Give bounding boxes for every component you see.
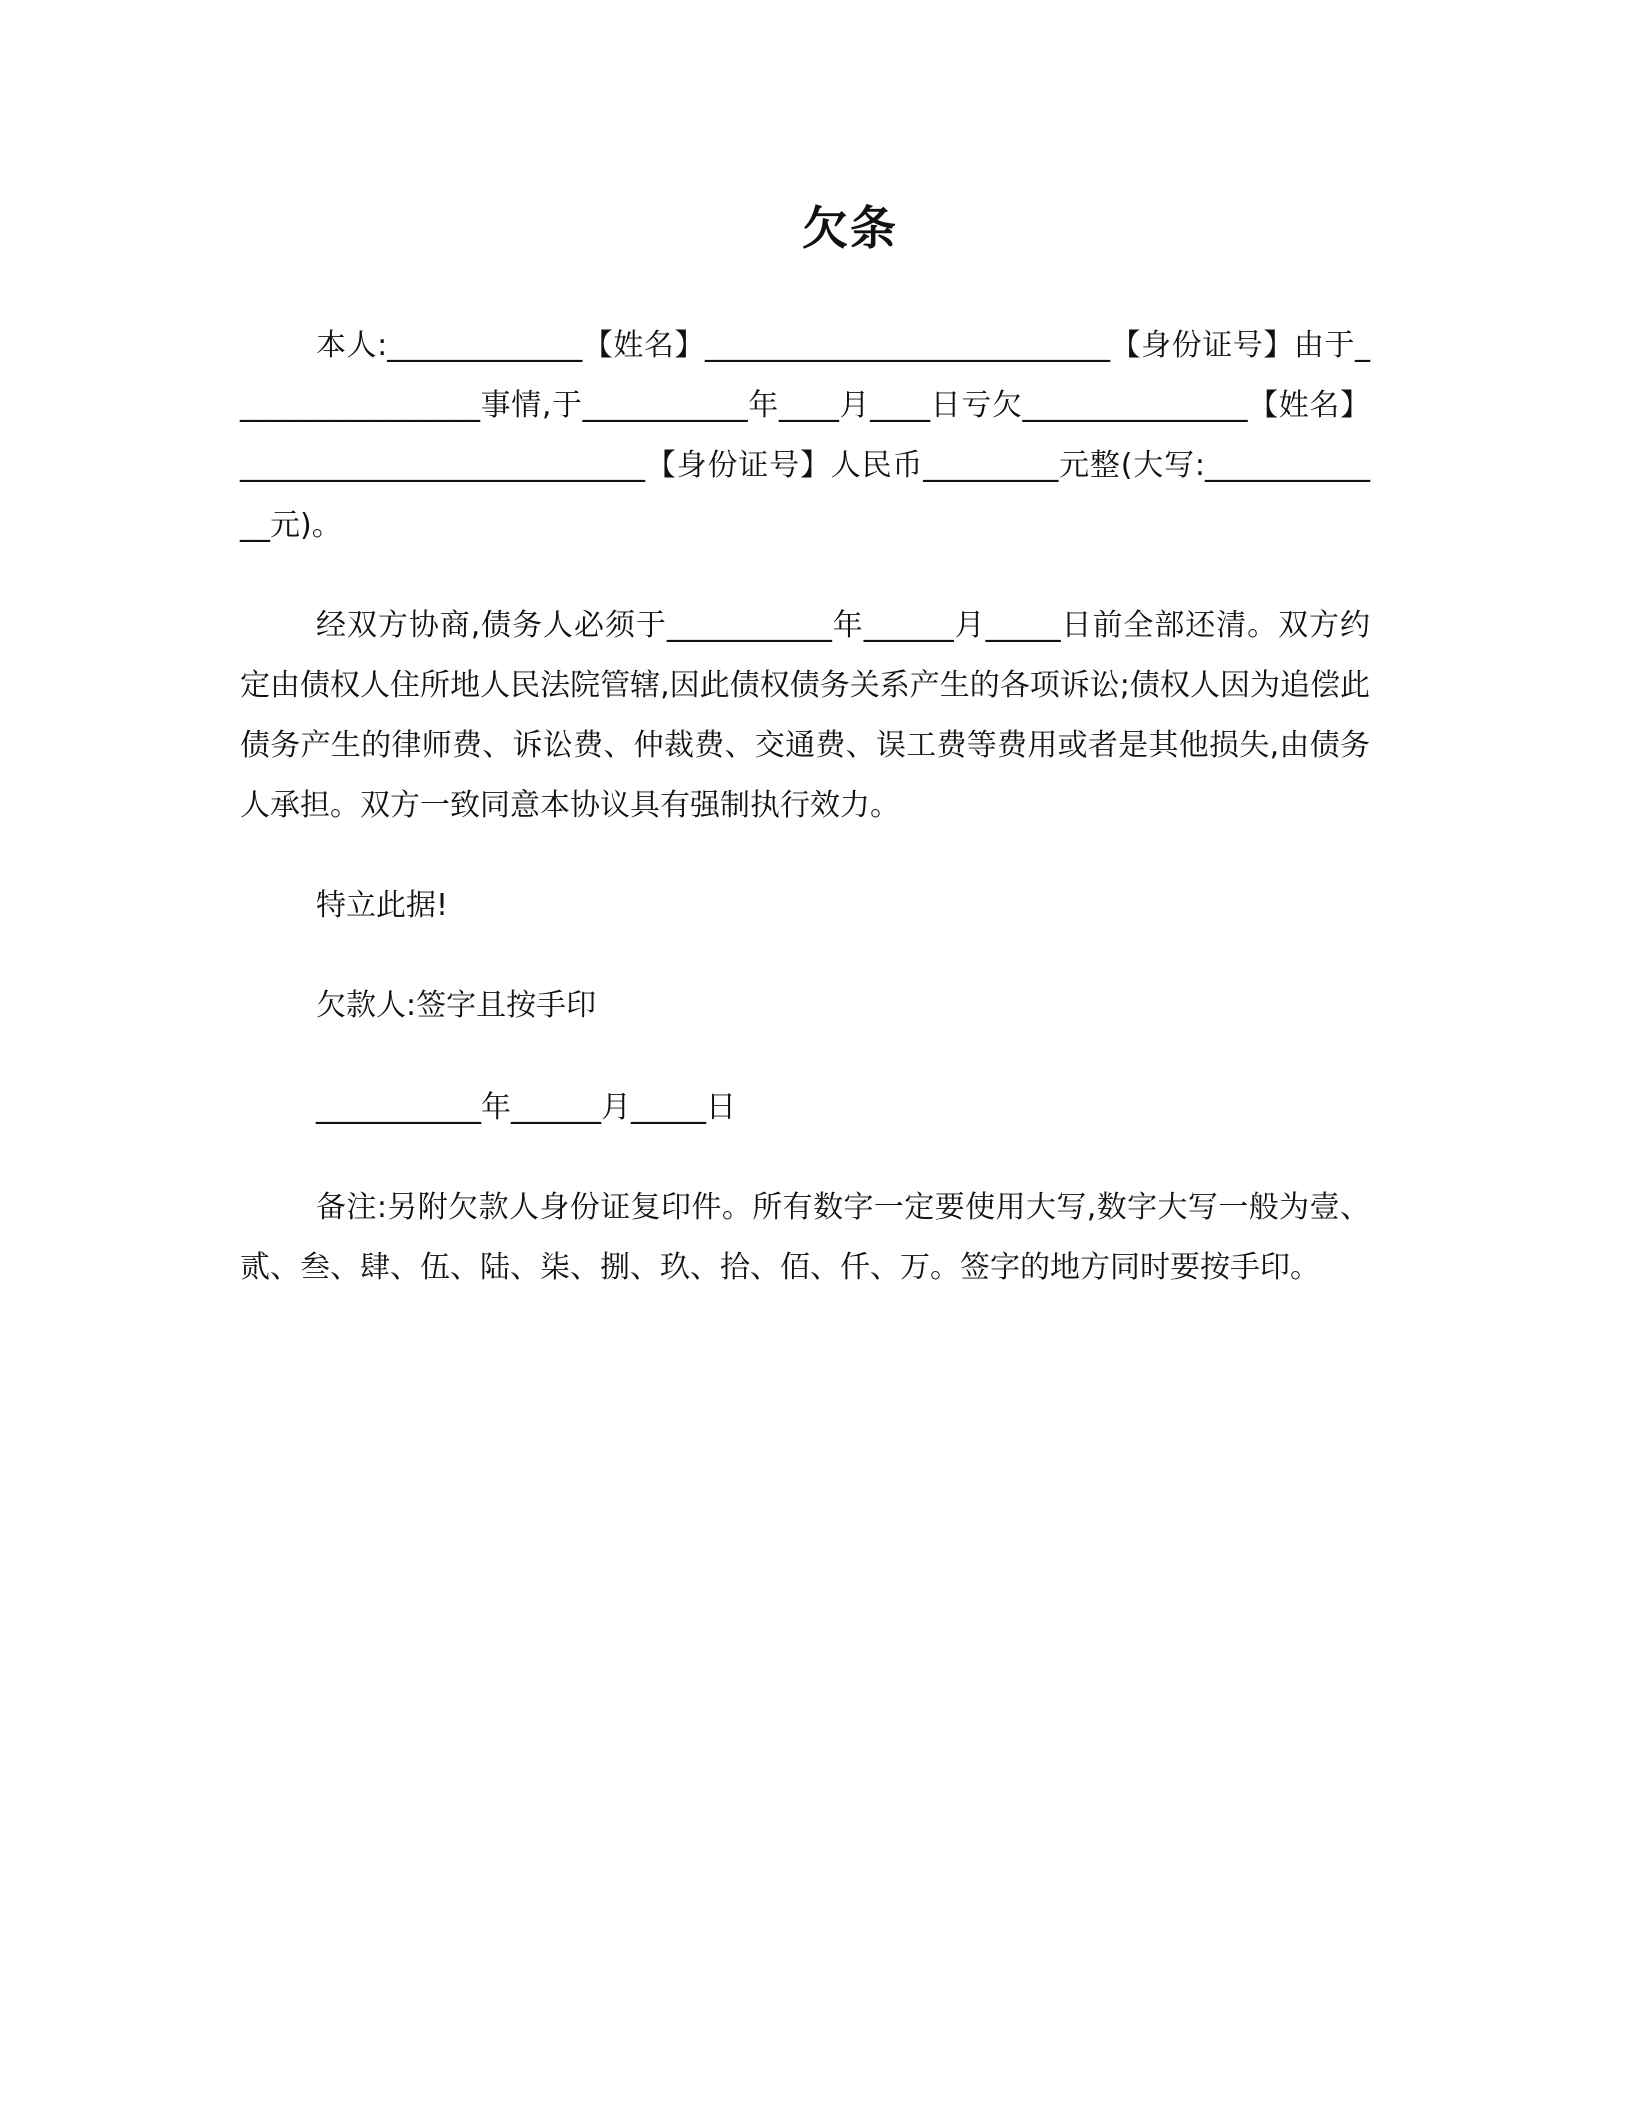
remarks-paragraph: 备注:另附欠款人身份证复印件。所有数字一定要使用大写,数字大写一般为壹、贰、叁、肆、伍、陆、柒、捌、玖、拾、佰、仟、万。签字的地方同时要按手印。 [240,1190,1370,1285]
repayment-terms-paragraph: 经双方协商,债务人必须于___________年______月_____日前全部还清。双方约定由债权人住所地人民法院管辖,因此债权债务关系产生的各项诉讼;债权人因为追偿此债务产生的律师费、诉讼费、仲裁费、交通费、误工费等费用或者是其他损失,由债务人承担。双方一致同意本协议具有强制执行效力。 [240,608,1370,823]
closing-statement: 特立此据! [316,888,449,923]
date-line: ___________年______月_____日 [316,1090,736,1125]
debtor-signature-line: 欠款人:签字且按手印 [316,988,597,1023]
debt-statement-paragraph: 本人:_____________【姓名】___________________________【身份证号】由于_________________事情,于___________年____月____日亏欠_______________【姓名】___________________________【身份证号】人民币_________元整(大写:_____________元)。 [240,328,1370,543]
document-title: 欠条 [802,201,898,255]
